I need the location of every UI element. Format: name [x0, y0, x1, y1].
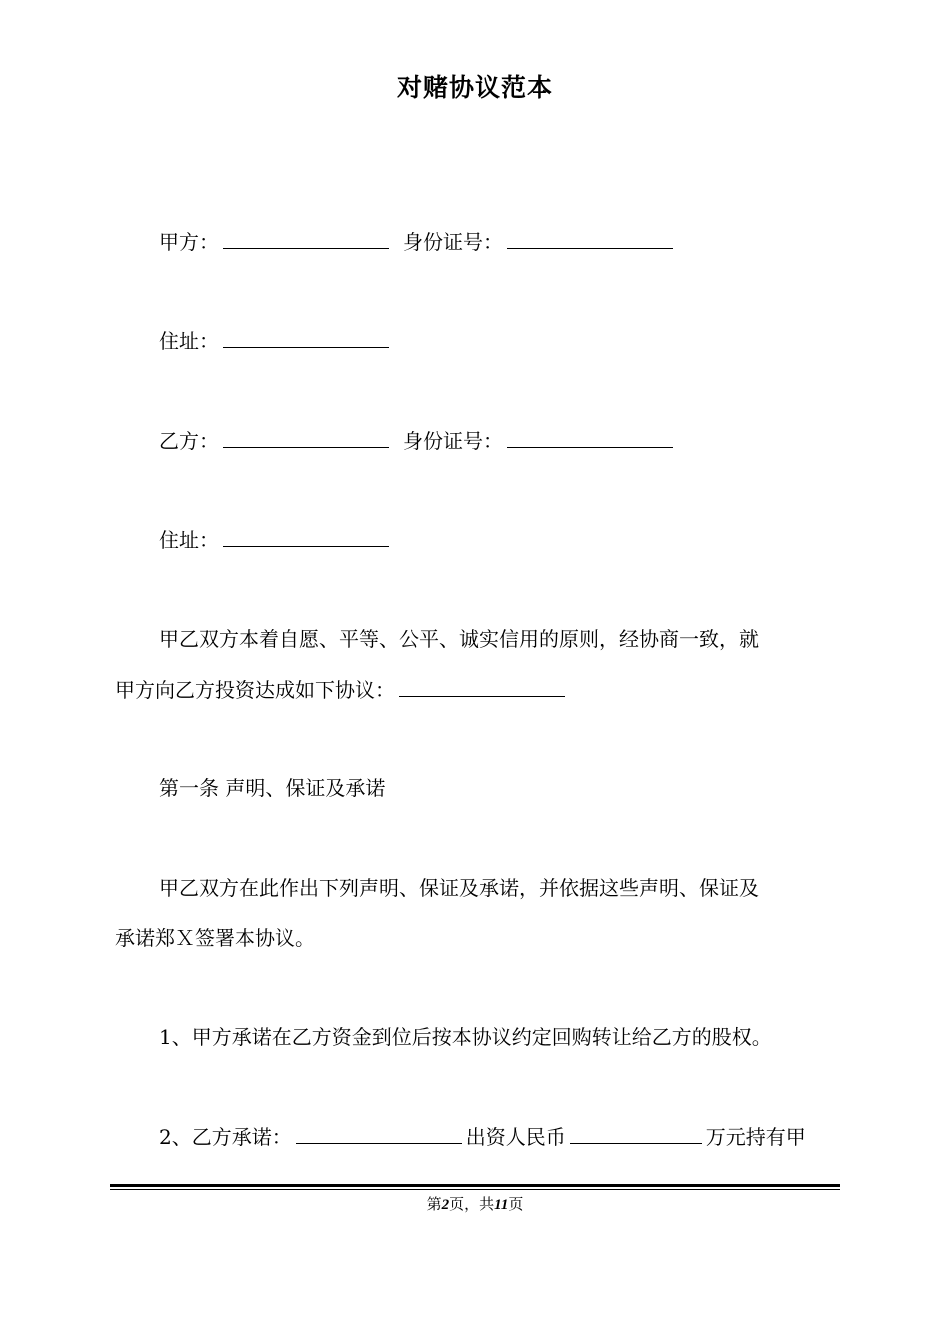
- party-b-id-blank: [507, 429, 673, 448]
- footer-rule-thin: [110, 1189, 840, 1190]
- footer-middle: 页，共: [449, 1197, 495, 1213]
- party-b-id-label: 身份证号：: [403, 429, 503, 453]
- page-footer: [0, 1193, 950, 1214]
- party-a-name-blank: [223, 230, 389, 249]
- intro-blank: [399, 678, 565, 697]
- party-a-id-blank: [507, 230, 673, 249]
- intro-line2-text: 甲方向乙方投资达成如下协议：: [115, 678, 395, 702]
- clause-2-part-a: 2、乙方承诺：: [159, 1125, 292, 1149]
- party-b-label: 乙方：: [159, 429, 219, 453]
- party-a-address-line: [159, 327, 393, 355]
- intro-paragraph-line2: [115, 676, 569, 704]
- clause-2-part-c: 万元持有甲: [705, 1125, 806, 1149]
- party-b-address-blank: [223, 528, 389, 547]
- party-b-address-label: 住址：: [159, 528, 219, 552]
- article1-heading: 第一条 声明、保证及承诺: [159, 776, 386, 800]
- footer-prefix: 第: [426, 1197, 442, 1213]
- party-b-line: [159, 427, 677, 455]
- page-title: 对赌协议范本: [396, 73, 553, 102]
- article1-paragraph-line2: 承诺郑Ｘ签署本协议。: [115, 926, 315, 950]
- party-a-id-label: 身份证号：: [403, 230, 503, 254]
- clause-1: 1、甲方承诺在乙方资金到位后按本协议约定回购转让给乙方的股权。: [159, 1025, 772, 1049]
- clause-2-amount-blank: [570, 1125, 702, 1144]
- party-a-label: 甲方：: [159, 230, 219, 254]
- party-a-address-label: 住址：: [159, 329, 219, 353]
- footer-page-number: 2: [441, 1197, 450, 1213]
- footer-rule-thick: [110, 1184, 840, 1187]
- party-b-address-line: [159, 526, 393, 554]
- intro-paragraph-line1: 甲乙双方本着自愿、平等、公平、诚实信用的原则，经协商一致，就: [159, 627, 759, 651]
- clause-2-name-blank: [296, 1125, 462, 1144]
- clause-2-part-b: 出资人民币: [465, 1125, 566, 1149]
- party-a-address-blank: [223, 329, 389, 348]
- footer-suffix: 页: [508, 1197, 524, 1213]
- article1-paragraph-line1: 甲乙双方在此作出下列声明、保证及承诺，并依据这些声明、保证及: [159, 876, 759, 900]
- footer-total-pages: 11: [494, 1197, 509, 1213]
- clause-2: [159, 1123, 806, 1151]
- party-b-name-blank: [223, 429, 389, 448]
- party-a-line: [159, 228, 677, 256]
